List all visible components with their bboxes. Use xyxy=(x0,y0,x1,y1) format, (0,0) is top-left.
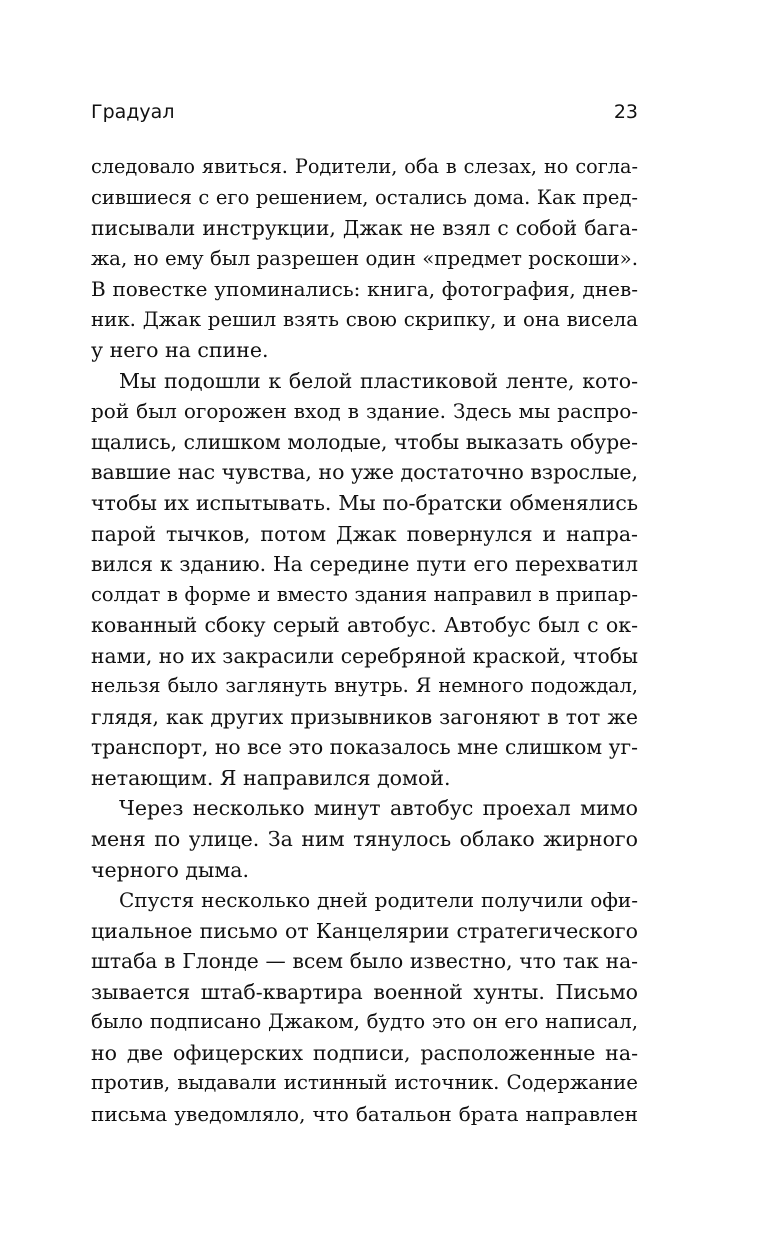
text-line: жа, но ему был разрешен один «предмет роскоши». xyxy=(91,246,638,270)
text-line: парой тычков, потом Джак повернулся и напра- xyxy=(91,521,638,546)
text-line: следовало явиться. Родители, оба в слезах, но согла- xyxy=(91,155,638,178)
text-line: щались, слишком молодые, чтобы выказать обуре- xyxy=(91,429,638,454)
paragraph xyxy=(91,793,638,885)
text-line: было подписано Джаком, будто это он его написал, xyxy=(91,1010,638,1034)
text-line: глядя, как других призывников загоняют в тот же xyxy=(91,704,638,729)
paragraph xyxy=(91,885,638,1129)
text-line: зывается штаб-квартира военной хунты. Письмо xyxy=(91,979,638,1004)
text-line: солдат в форме и вместо здания направил в припар- xyxy=(91,582,638,606)
text-line: транспорт, но все это показалось мне слишком уг- xyxy=(91,735,638,760)
running-header xyxy=(91,99,638,129)
text-line: письма уведомляло, что батальон брата направлен xyxy=(91,1101,638,1126)
text-line: кованный сбоку серый автобус. Автобус был с ок- xyxy=(91,613,638,638)
text-line: вавшие нас чувства, но уже достаточно взрослые, xyxy=(91,460,638,485)
text-line: Через несколько минут автобус проехал мимо xyxy=(119,796,638,821)
text-line: нетающим. Я направился домой. xyxy=(91,765,451,790)
text-line: рой был огорожен вход в здание. Здесь мы распро- xyxy=(91,399,638,424)
text-line: Мы подошли к белой пластиковой ленте, кото- xyxy=(119,368,638,393)
body-text xyxy=(91,152,638,1130)
paragraph xyxy=(91,152,638,366)
text-line: нами, но их закрасили серебряной краской, чтобы xyxy=(91,643,638,668)
page-number: 23 xyxy=(613,101,638,123)
text-line: сившиеся с его решением, остались дома. Как пред- xyxy=(91,185,638,209)
text-line: у него на спине. xyxy=(91,338,269,363)
text-line: В повестке упоминались: книга, фотография, днев- xyxy=(91,277,638,302)
text-line: Спустя несколько дней родители получили офи- xyxy=(119,888,638,913)
text-line: против, выдавали истинный источник. Содержание xyxy=(91,1071,638,1095)
text-line: но две офицерских подписи, расположенные на- xyxy=(91,1040,638,1065)
paragraph xyxy=(91,366,638,794)
text-line: чтобы их испытывать. Мы по-братски обменялись xyxy=(91,491,638,516)
text-line: штаба в Глонде — всем было известно, что так на- xyxy=(91,949,638,974)
text-line: ник. Джак решил взять свою скрипку, и она висела xyxy=(91,307,638,331)
text-line: писывали инструкции, Джак не взял с собой бага- xyxy=(91,216,638,241)
text-line: черного дыма. xyxy=(91,857,250,882)
text-line: циальное письмо от Канцелярии стратегического xyxy=(91,918,638,943)
running-title: Градуал xyxy=(91,101,175,123)
text-line: меня по улице. За ним тянулось облако жирного xyxy=(91,827,638,852)
text-line: нельзя было заглянуть внутрь. Я немного подождал, xyxy=(91,674,638,698)
text-line: вился к зданию. На середине пути его перехватил xyxy=(91,552,638,577)
